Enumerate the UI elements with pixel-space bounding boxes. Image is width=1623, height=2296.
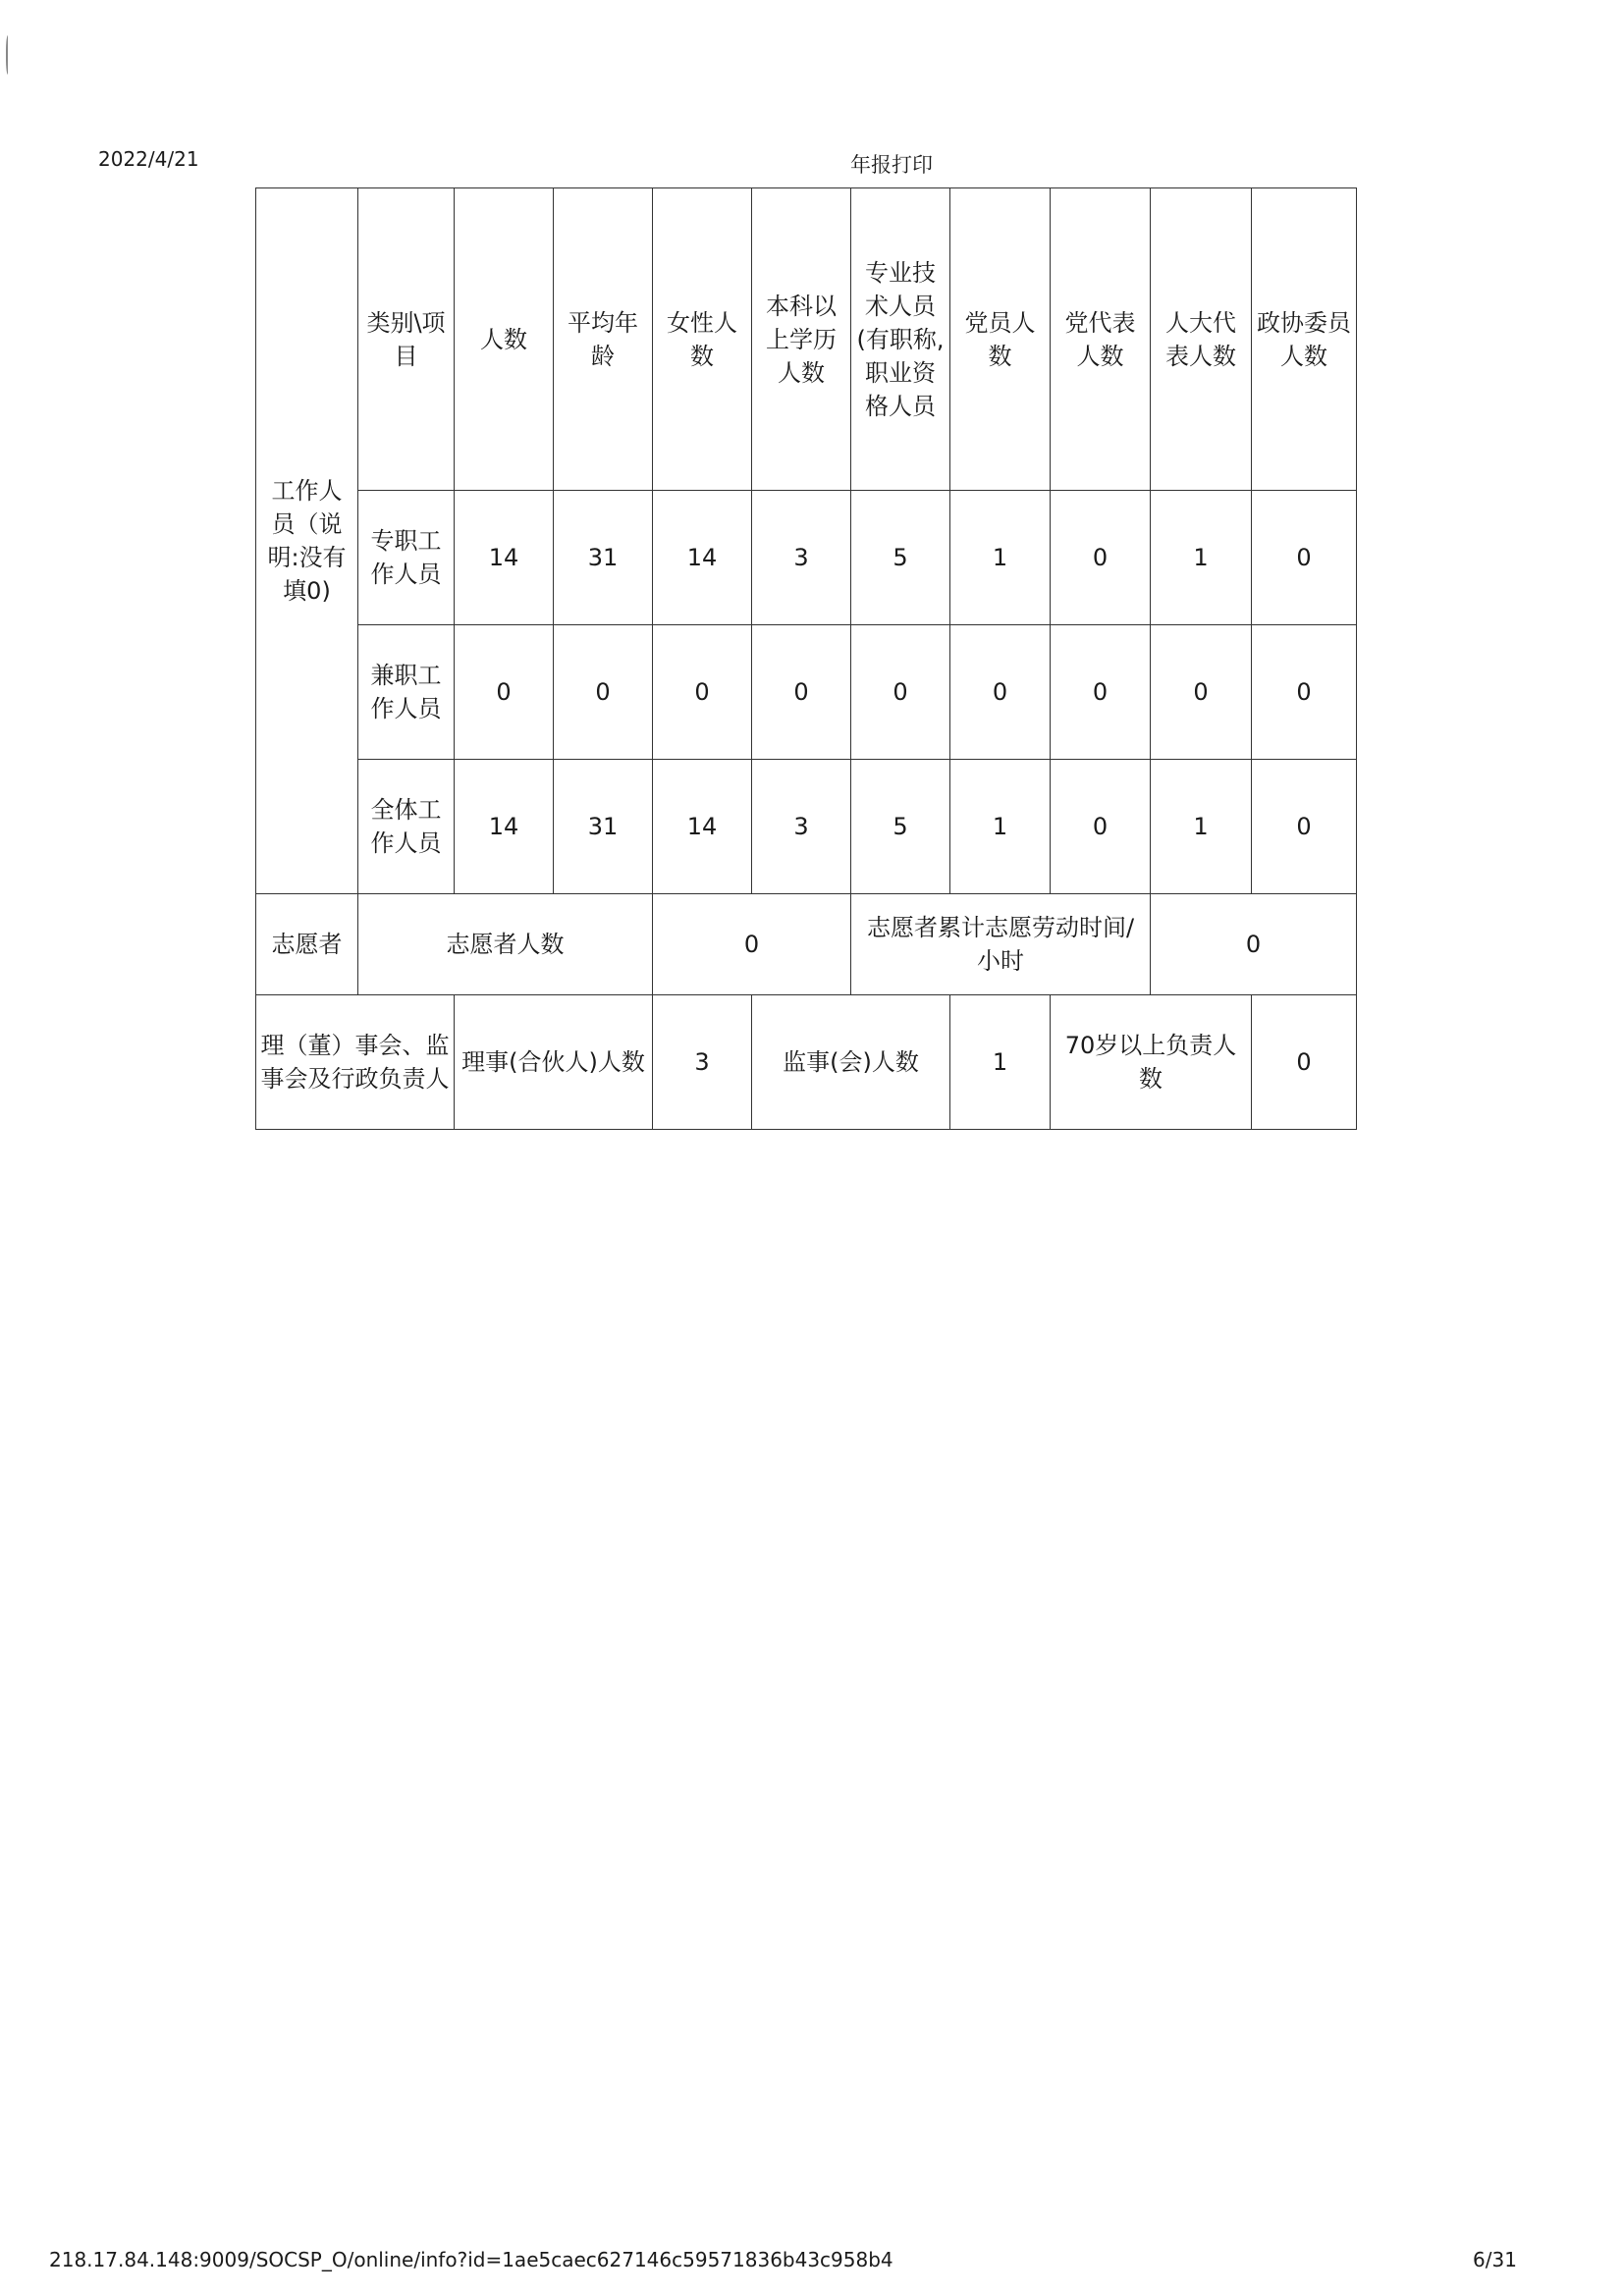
table-cell: 0 [1252,625,1357,760]
row-label: 兼职工作人员 [358,625,455,760]
volunteer-row [256,894,1357,995]
volunteer-hours-label: 志愿者累计志愿劳动时间/小时 [851,894,1151,995]
column-header: 人数 [455,188,554,491]
table-cell: 0 [1252,491,1357,625]
column-header: 政协委员人数 [1252,188,1357,491]
supervisors-count-label: 监事(会)人数 [752,995,950,1130]
table-cell: 14 [455,760,554,894]
column-header: 党员人数 [950,188,1051,491]
table-cell: 31 [554,491,653,625]
table-row [256,491,1357,625]
column-header: 专业技术人员(有职称,职业资格人员 [851,188,950,491]
table-cell: 0 [851,625,950,760]
annual-report-table [255,187,1357,1130]
table-cell: 3 [752,491,851,625]
table-cell: 0 [653,625,752,760]
volunteer-count-value: 0 [653,894,851,995]
column-header: 女性人数 [653,188,752,491]
board-row [256,995,1357,1130]
column-header: 人大代表人数 [1151,188,1252,491]
table-cell: 0 [1051,625,1151,760]
directors-count-value: 3 [653,995,752,1130]
row-label: 全体工作人员 [358,760,455,894]
table-cell: 0 [1051,760,1151,894]
table-cell: 14 [653,491,752,625]
table-cell: 0 [752,625,851,760]
volunteer-count-label: 志愿者人数 [358,894,653,995]
supervisors-count-value: 1 [950,995,1051,1130]
volunteer-section-label: 志愿者 [256,894,358,995]
table-cell: 1 [1151,491,1252,625]
table-cell: 1 [1151,760,1252,894]
staff-header-row [256,188,1357,491]
page-number: 6/31 [1473,2248,1517,2271]
column-header: 平均年龄 [554,188,653,491]
table-cell: 14 [653,760,752,894]
board-section-label: 理（董）事会、监事会及行政负责人 [256,995,455,1130]
volunteer-hours-value: 0 [1151,894,1357,995]
table-row [256,760,1357,894]
table-cell: 0 [1252,760,1357,894]
corner-label: 类别\项目 [358,188,455,491]
footer-url: 218.17.84.148:9009/SOCSP_O/online/info?id=1ae5caec627146c59571836b43c958b4 [49,2248,893,2271]
table-cell: 0 [554,625,653,760]
table-cell: 1 [950,760,1051,894]
table-cell: 0 [950,625,1051,760]
table-cell: 0 [1151,625,1252,760]
table-cell: 31 [554,760,653,894]
table-cell: 0 [455,625,554,760]
directors-count-label: 理事(合伙人)人数 [455,995,653,1130]
table-cell: 5 [851,760,950,894]
column-header: 本科以上学历人数 [752,188,851,491]
over70-count-value: 0 [1252,995,1357,1130]
table-cell: 5 [851,491,950,625]
table-cell: 1 [950,491,1051,625]
table-row [256,625,1357,760]
row-label: 专职工作人员 [358,491,455,625]
staff-section-label: 工作人员（说明:没有填0) [256,188,358,894]
column-header: 党代表人数 [1051,188,1151,491]
scan-edge-mark [6,35,11,75]
over70-count-label: 70岁以上负责人数 [1051,995,1252,1130]
table-cell: 14 [455,491,554,625]
print-date: 2022/4/21 [98,147,199,171]
page-title: 年报打印 [850,153,933,177]
table-cell: 0 [1051,491,1151,625]
table-cell: 3 [752,760,851,894]
